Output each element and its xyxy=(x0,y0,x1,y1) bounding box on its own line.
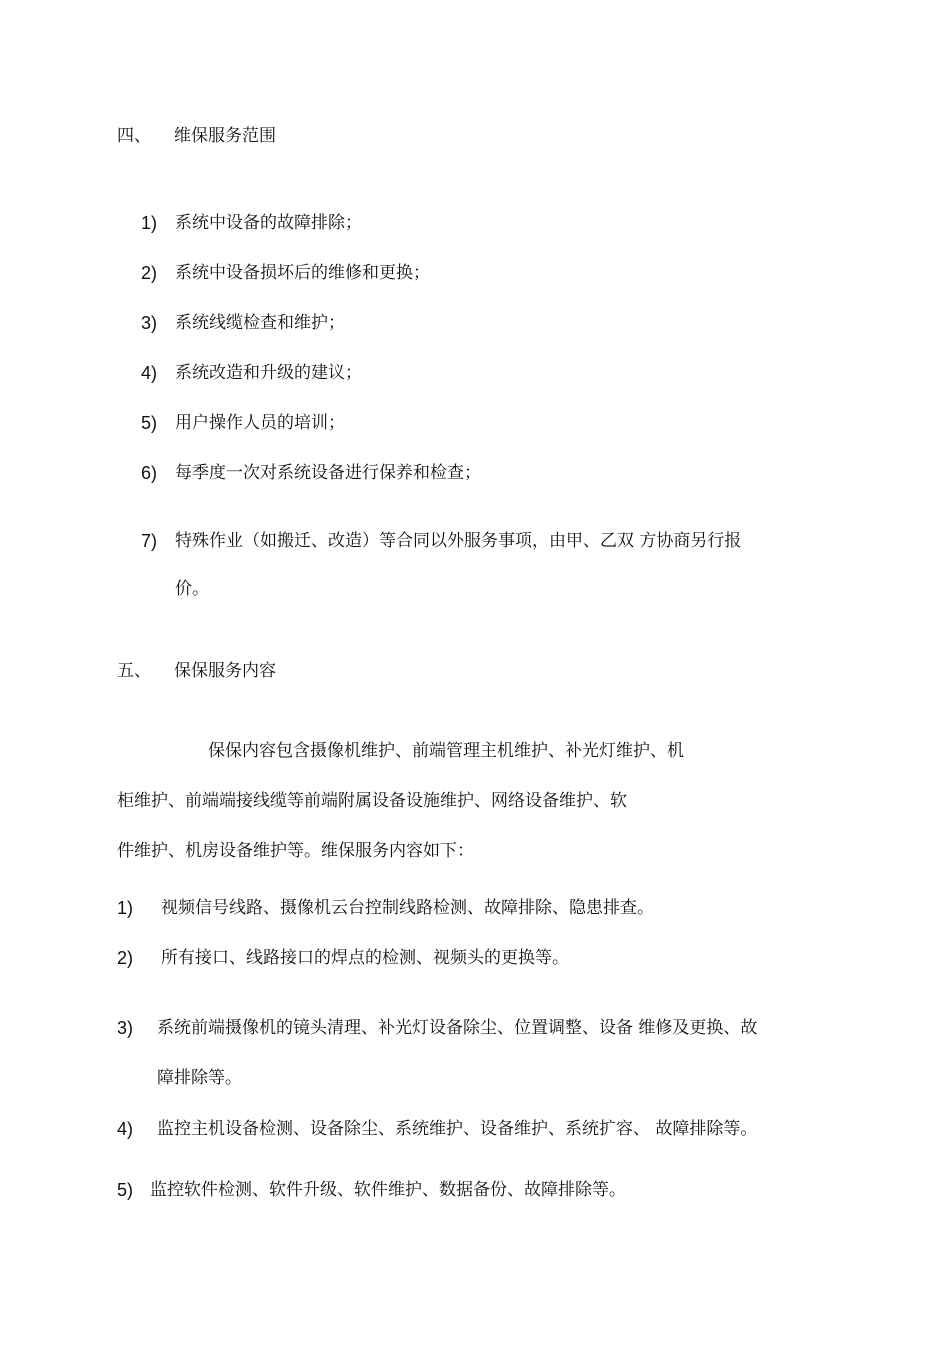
list-item-text: 每季度一次对系统设备进行保养和检查； xyxy=(175,463,481,483)
list-item-text-continuation: 价。 xyxy=(175,579,209,599)
list-item-number: 5) xyxy=(141,413,158,433)
list-item-text: 系统改造和升级的建议； xyxy=(175,363,362,383)
list-item-text: 系统中设备的故障排除； xyxy=(175,213,362,233)
list-item-number: 5) xyxy=(117,1180,134,1200)
list-item-number: 3) xyxy=(141,313,158,333)
list-item-text: 监控主机设备检测、设备除尘、系统维护、设备维护、系统扩容、 故障排除等。 xyxy=(157,1119,758,1139)
section-4-title: 维保服务范围 xyxy=(174,126,276,146)
paragraph-line: 柜维护、前端端接线缆等前端附属设备设施维护、网络设备维护、软 xyxy=(117,791,627,811)
list-item-text: 所有接口、线路接口的焊点的检测、视频头的更换等。 xyxy=(161,948,569,968)
list-item-number: 2) xyxy=(141,263,158,283)
list-item-number: 4) xyxy=(141,363,158,383)
section-4-number: 四、 xyxy=(117,126,151,146)
paragraph-line: 保保内容包含摄像机维护、前端管理主机维护、补光灯维护、机 xyxy=(208,741,684,761)
list-item-number: 4) xyxy=(117,1119,134,1139)
list-item-number: 6) xyxy=(141,463,158,483)
list-item-text: 系统中设备损坏后的维修和更换； xyxy=(175,263,430,283)
list-item-text: 监控软件检测、软件升级、软件维护、数据备份、故障排除等。 xyxy=(150,1180,626,1200)
list-item-text-continuation: 障排除等。 xyxy=(157,1068,242,1088)
section-5-number: 五、 xyxy=(117,661,151,681)
paragraph-line: 件维护、机房设备维护等。维保服务内容如下： xyxy=(117,841,474,861)
section-5-title: 保保服务内容 xyxy=(174,661,276,681)
list-item-text: 视频信号线路、摄像机云台控制线路检测、故障排除、隐患排查。 xyxy=(161,898,654,918)
list-item-text: 系统线缆检查和维护； xyxy=(175,313,345,333)
list-item-number: 1) xyxy=(141,213,158,233)
list-item-text: 用户操作人员的培训； xyxy=(175,413,345,433)
list-item-number: 2) xyxy=(117,948,134,968)
list-item-number: 7) xyxy=(141,531,158,551)
list-item-number: 3) xyxy=(117,1018,134,1038)
list-item-text: 系统前端摄像机的镜头清理、补光灯设备除尘、位置调整、设备 维修及更换、故 xyxy=(157,1018,758,1038)
list-item-text: 特殊作业（如搬迁、改造）等合同以外服务事项，由甲、乙双 方协商另行报 xyxy=(175,531,742,551)
list-item-number: 1) xyxy=(117,898,134,918)
